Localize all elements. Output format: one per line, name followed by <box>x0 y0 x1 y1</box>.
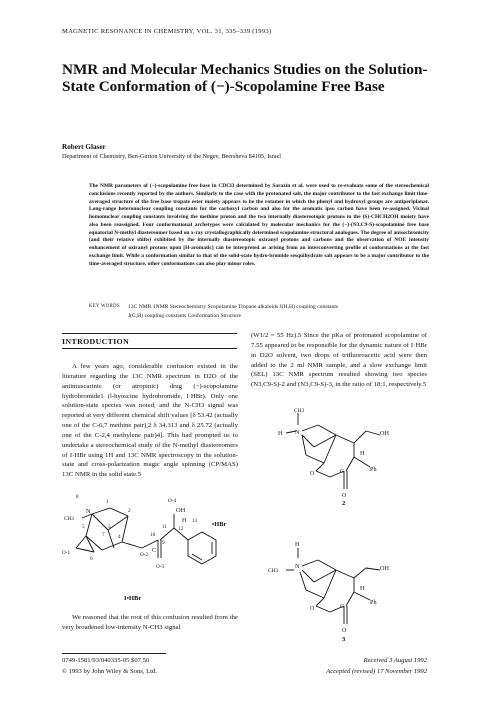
structure-1-diagram <box>62 492 238 604</box>
section-rule-bottom <box>62 348 237 349</box>
s1-label-oh: OH <box>176 507 186 514</box>
s1-salt: •HBr <box>212 521 227 528</box>
s1-label-2: 2 <box>128 508 131 514</box>
s1-label-o3: O-3 <box>156 564 165 570</box>
s2-nitrogen: N <box>295 429 300 436</box>
s1-label-h: H <box>182 518 187 524</box>
footer-rule <box>62 653 166 654</box>
s3-carbonyl-o: O <box>342 628 347 634</box>
s1-label-5: 5 <box>82 524 85 530</box>
right-column-text <box>251 331 427 390</box>
s2-carbon: C <box>340 469 345 475</box>
s1-label-10: 10 <box>150 532 156 538</box>
journal-header: MAGNETIC RESONANCE IN CHEMISTRY, VOL. 31, 335–339 (1993) <box>62 28 272 35</box>
footer-issn: 0749-1581/93/040335-05 $07.50 <box>62 657 150 664</box>
s1-label-o4: O-4 <box>168 498 177 504</box>
intro-paragraph-2 <box>62 613 238 633</box>
s3-hydroxyl: OH <box>380 565 389 572</box>
s2-methyl: CH3 <box>294 408 305 414</box>
s1-label-8: 8 <box>76 494 79 500</box>
s2-hydrogen: H <box>278 430 283 437</box>
right-column-paragraph: (W1/2 = 55 Hz).5 Since the pKa of protonated scopolamine of 7.55 appeared to be responsible for the dynamic nature of I·HBr in D2O solvent, two drops of trifluoroacetic acid were then added to the 2 ml NMR sample, and a slow exchange limit (SEL) 13C NMR spectrum resulted showing two species (N3,C9-S)-2 and (N3,C9-S)-3, in the ratio of 18:1, respectively.5 <box>251 332 427 389</box>
s3-phenyl: Ph <box>370 599 377 606</box>
s1-label-9: 9 <box>162 540 165 546</box>
article-title: NMR and Molecular Mechanics Studies on the Solution-State Conformation of (−)-Scopolamine Free Base <box>62 61 428 95</box>
section-heading: INTRODUCTION <box>62 337 130 346</box>
s2-carbonyl-o: O <box>342 493 347 499</box>
s1-label-7: 7 <box>102 532 105 538</box>
s2-hydroxyl: OH <box>380 430 389 437</box>
intro-paragraph-2-text: We reasoned that the root of this confusion resulted from the very broadened low-intensity N-CH3 signal <box>62 614 238 631</box>
s1-methyl: CH3 <box>64 516 74 522</box>
abstract: The NMR parameters of (−)-scopolamine free base in CDCl3 determined by Sarazin et al. were used to re-evaluate some of the stereochemical conclusions recently reported by the authors. Similarly to the case with the protonated salt, the major contributor to the fast exchange limit time-averaged structure of the free base tropate ester moiety appears to be the rotamer in which the phenyl and hydroxyl groups are antiperiplanar. Long-range heteronuclear coupling constants for the carboxyl carbon and also for the aromatic ipso carbon have been re-assigned. Vicinal homonuclear coupling constants involving the methine proton and the two internally diastereotopic protons in the (S)-CHCH2OH moiety have also been reassigned. Four conformational archetypes were calculated by molecular mechanics for the (−)-(N3,C9-S)-scopolamine free base equatorial N-methyl diastereomer based on x-ray crystallographically determined scopolamine structural analogues. The degree of anisochronicity (and their relative shifts) exhibited by the internally diastereotopic oxiranyl protons and carbons and the observation of NOE intensity enhancement of oxiranyl protons upon [H-aromatic] can be interpreted as arising from an interconverting profile of conformations at the fast exchange limit. While a conformation similar to that of the solid-state hydro-bromide sesquihydrate salt appears to be a major contributor to the time-averaged structure, other conformations can also play minor roles. <box>89 183 429 267</box>
intro-paragraph-1-text: A few years ago, considerable confusion existed in the literature regarding the 13C NMR spectrum in D2O of the antimuscarinic (or atropinic) drug (−)-scopolamine hydrobromide1 (l-hyoscine hydrobromide, I·HBr). Only one solution-state species was noted, and the N-CH3 signal was reported at very different chemical shift values [δ 53.42 (actually one of the C-6,7 methine pair),2 δ 34.313 and δ 25.72 (actually one of the C-2,4 methylene pair)4]. This had prompted us to undertake a stereochemical study of the N-methyl diastereomers of I·HBr using 1H and 13C NMR spectroscopy in the solution-state and cross-polarization magic angle spinning (CP/MAS) 13C NMR in the solid state.5 <box>62 363 238 479</box>
s1-label-3: 3 <box>108 524 111 530</box>
author-name: Robert Glaser <box>62 143 106 151</box>
s3-carbon: C <box>340 604 345 610</box>
s1-label-1: 1 <box>106 499 109 505</box>
s2-caption: 2 <box>342 500 346 505</box>
structure-2-diagram <box>262 405 412 505</box>
section-rule-top <box>62 333 237 334</box>
keywords-line-1: 13C NMR 1NMR Stereochemistry Scopolamine Tropane alkaloids J(H,H) coupling constants <box>128 304 339 310</box>
keywords-label: KEY WORDS <box>89 304 120 309</box>
s3-epoxide-o: O <box>310 606 315 612</box>
footer-copyright: © 1993 by John Wiley & Sons, Ltd. <box>62 668 157 675</box>
intro-paragraph-1 <box>62 362 238 480</box>
author-affiliation: Department of Chemistry, Ben-Gurion University of the Negev, Beersheva 84105, Israel <box>62 153 281 160</box>
footer-accepted: Accepted (revised) 17 November 1992 <box>326 668 427 675</box>
s2-phenyl: Ph <box>370 466 377 473</box>
s2-epoxide-o: O <box>310 471 315 477</box>
s1-nitrogen: N <box>86 508 91 515</box>
s3-hydrogen: H <box>295 541 300 548</box>
s1-label-6: 6 <box>90 556 93 562</box>
keywords-line-2: J(C,H) coupling constants Conformation Structure <box>128 313 241 319</box>
s3-nitrogen: N <box>295 563 300 570</box>
s1-label-11: 11 <box>162 524 167 530</box>
s1-label-c: C <box>152 548 157 554</box>
s3-methine-h: H <box>360 585 365 592</box>
s1-label-o1: O-1 <box>62 550 71 556</box>
s1-label-4: 4 <box>118 534 121 540</box>
s1-label-12: 12 <box>178 526 184 532</box>
s3-methyl: CH3 <box>268 568 279 574</box>
s1-label-13: 13 <box>192 518 198 524</box>
s3-caption: 3 <box>342 636 346 642</box>
footer-received: Received 3 August 1992 <box>363 657 427 664</box>
s1-label-o2: O-2 <box>140 552 149 558</box>
s1-caption: I•HBr <box>124 595 142 602</box>
s2-methine-h: H <box>360 450 365 457</box>
structure-3-diagram <box>262 540 412 642</box>
